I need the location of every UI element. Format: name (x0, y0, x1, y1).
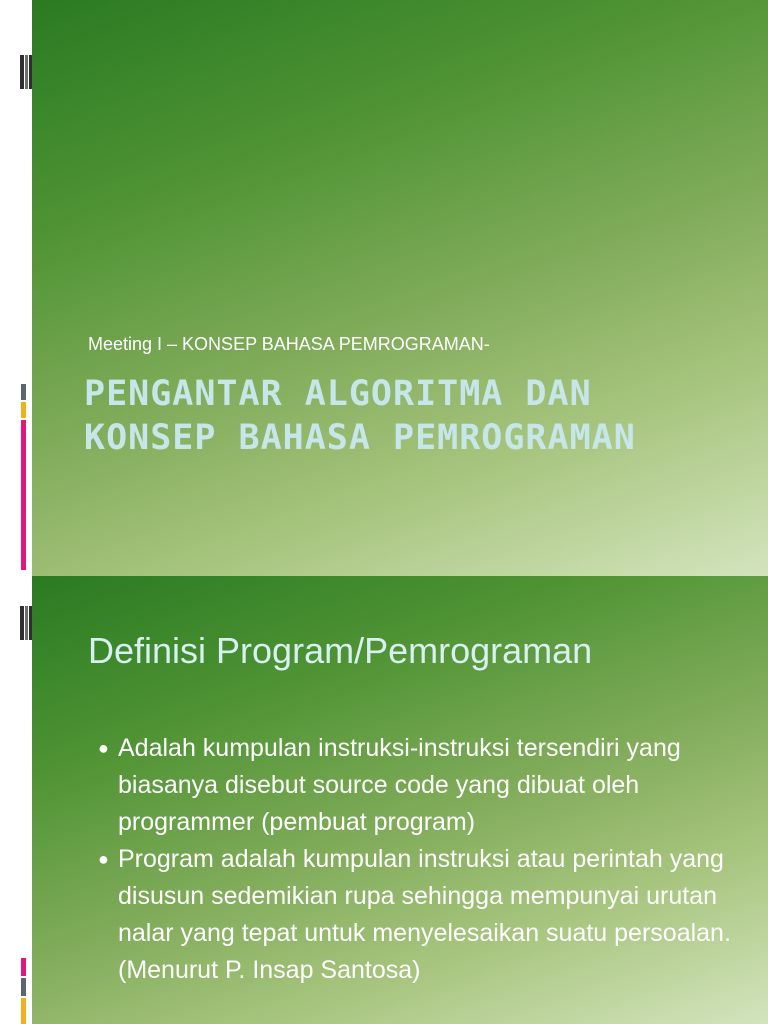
slide-icon-bar (25, 606, 28, 640)
accent-bar-gray (21, 384, 26, 400)
title-slide (32, 0, 768, 576)
content-slide (32, 576, 768, 1024)
bullet-item (98, 841, 738, 989)
accent-bar-yellow (21, 998, 26, 1024)
accent-bar-yellow (21, 402, 26, 418)
bullet-dot-icon: ● (98, 738, 109, 758)
bullet-item (98, 730, 738, 841)
bullet-text: Program adalah kumpulan instruksi atau perintah yang disusun sedemikian rupa sehingga mempunyai urutan nalar yang tepat untuk menyelesaikan suatu persoalan. (Menurut P. Insap Santosa) (118, 845, 731, 984)
bullet-list (98, 730, 738, 989)
accent-bar-magenta (21, 958, 26, 976)
slide-icon-bar (20, 55, 24, 89)
slide-title-line: PENGANTAR ALGORITMA DAN (84, 374, 592, 414)
left-accent-strip (0, 0, 32, 1024)
bullet-text: Adalah kumpulan instruksi-instruksi tersendiri yang biasanya disebut source code yang dibuat oleh programmer (pembuat program) (118, 734, 681, 836)
slide-icon-bar (20, 606, 24, 640)
slide-icon-bar (25, 55, 28, 89)
slide-title (84, 372, 636, 460)
bullet-dot-icon: ● (98, 849, 109, 869)
slide-title-line: KONSEP BAHASA PEMROGRAMAN (84, 418, 636, 458)
accent-bar-magenta (21, 420, 26, 570)
slide-heading: Definisi Program/Pemrograman (88, 630, 593, 671)
slide-subtitle: Meeting I – KONSEP BAHASA PEMROGRAMAN- (88, 334, 490, 354)
accent-bar-gray (21, 978, 26, 996)
